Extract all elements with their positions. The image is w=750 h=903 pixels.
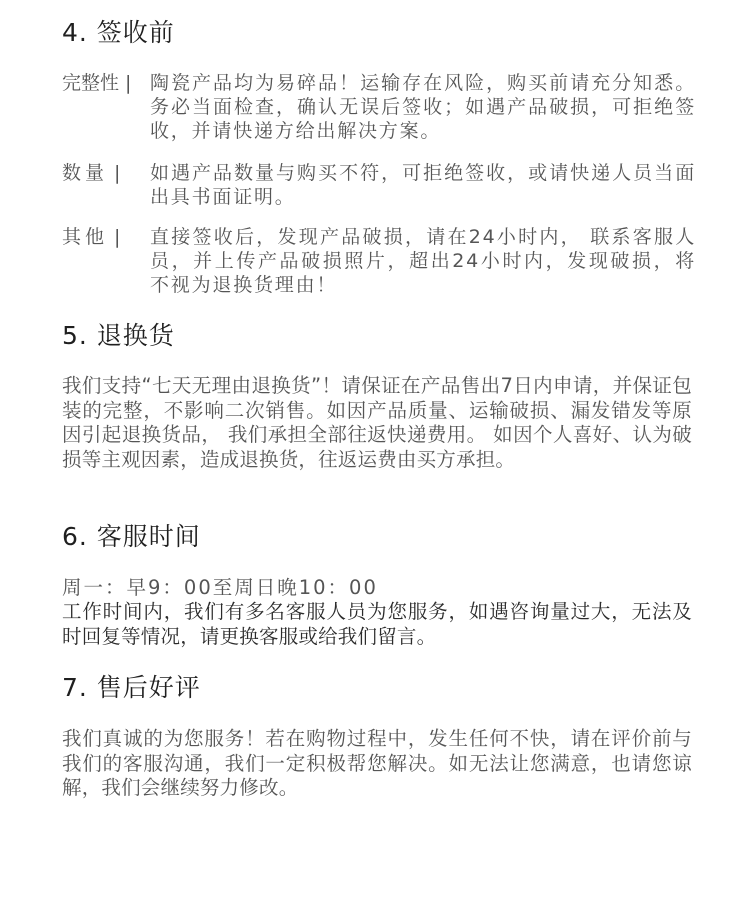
row-label: 其他 | bbox=[62, 226, 121, 248]
row-label: 完整性 | bbox=[62, 72, 132, 94]
row-label: 数量 | bbox=[62, 162, 121, 184]
returns-policy-text: 我们支持“七天无理由退换货”！请保证在产品售出7日内申请，并保证包装的完整，不影响二次销售。如因产品质量、运输破损、漏发错发等原因引起退换货品， 我们承担全部往返快递费用。 如因个人喜好、认为破损等主观因素，造成退换货，往返运费由买方承担。 bbox=[62, 374, 692, 471]
row-divider: | bbox=[108, 162, 121, 184]
section-title-service-hours: 6. 客服时间 bbox=[62, 522, 201, 551]
row-text: 直接签收后，发现产品破损，请在24小时内， 联系客服人员，并上传产品破损照片，超出24小时内，发现破损，将不视为退换货理由！ bbox=[150, 226, 696, 296]
info-row-other bbox=[62, 225, 702, 299]
service-hours-text: 周一：早9：00至周日晚10：00 bbox=[62, 576, 378, 599]
section-title-before-signing: 4. 签收前 bbox=[62, 18, 175, 47]
service-hours-note: 工作时间内，我们有多名客服人员为您服务，如遇咨询量过大，无法及时回复等情况，请更换客服或给我们留言。 bbox=[62, 600, 692, 648]
row-divider: | bbox=[119, 72, 132, 94]
row-text: 如遇产品数量与购买不符，可拒绝签收，或请快递人员当面出具书面证明。 bbox=[150, 162, 696, 208]
row-text: 陶瓷产品均为易碎品！运输存在风险，购买前请充分知悉。务必当面检查，确认无误后签收；如遇产品破损，可拒绝签收，并请快递方给出解决方案。 bbox=[150, 72, 696, 142]
section-title-returns: 5. 退换货 bbox=[62, 321, 175, 350]
section-title-feedback: 7. 售后好评 bbox=[62, 673, 201, 702]
info-row-integrity bbox=[62, 71, 702, 145]
row-divider: | bbox=[108, 226, 121, 248]
info-row-quantity bbox=[62, 161, 702, 211]
feedback-text: 我们真诚的为您服务！若在购物过程中，发生任何不快，请在评价前与我们的客服沟通，我们一定积极帮您解决。如无法让您满意，也请您谅解，我们会继续努力修改。 bbox=[62, 727, 692, 799]
